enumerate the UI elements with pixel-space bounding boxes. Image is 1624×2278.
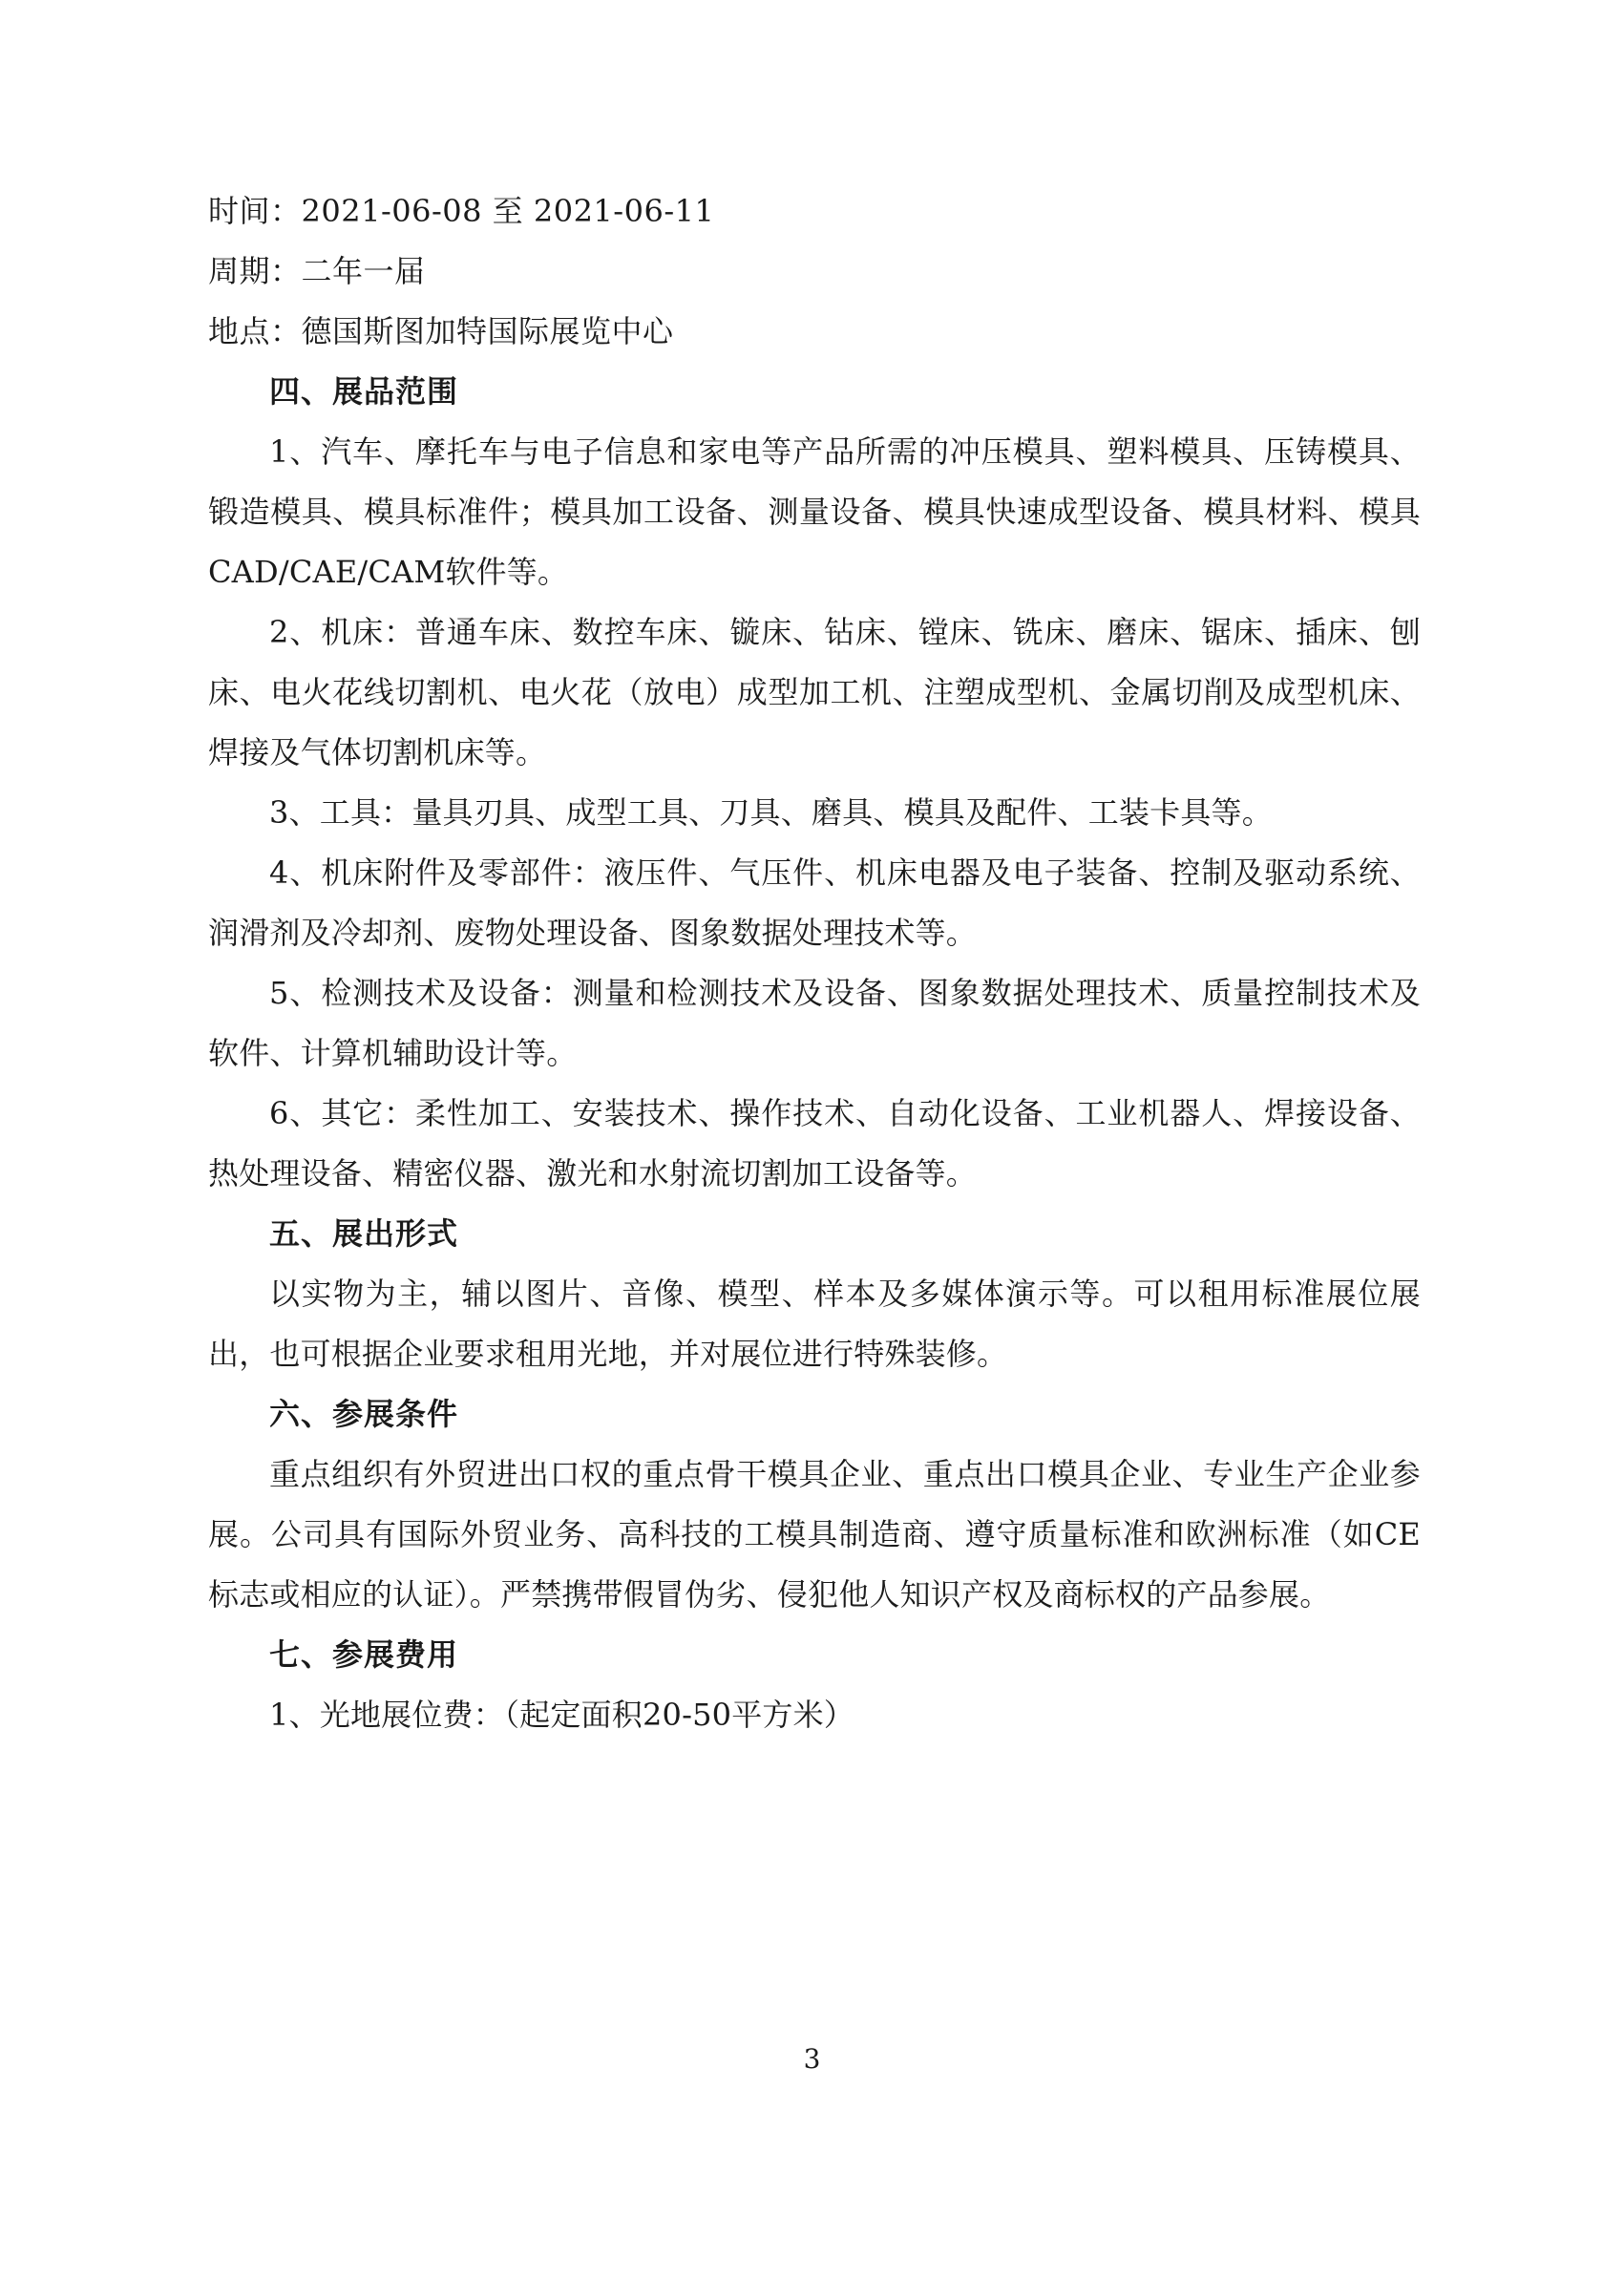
paragraph: 2、机床：普通车床、数控车床、镟床、钻床、镗床、铣床、磨床、锯床、插床、刨床、电火花线切割机、电火花（放电）成型加工机、注塑成型机、金属切削及成型机床、焊接及气体切割机床等。 xyxy=(208,614,1421,770)
section-body-exhibition-format xyxy=(208,1264,1421,1384)
section-body-participation-fees xyxy=(208,1685,1421,1745)
paragraph: 6、其它：柔性加工、安装技术、操作技术、自动化设备、工业机器人、焊接设备、热处理设备、精密仪器、激光和水射流切割加工设备等。 xyxy=(208,1095,1421,1192)
page-content xyxy=(208,181,1421,1745)
paragraph: 5、检测技术及设备：测量和检测技术及设备、图象数据处理技术、质量控制技术及软件、计算机辅助设计等。 xyxy=(208,975,1421,1071)
section-heading-exhibition-format: 五、展出形式 xyxy=(269,1215,459,1252)
section-body-exhibit-scope xyxy=(208,422,1421,1204)
section-heading-participation-requirements: 六、参展条件 xyxy=(269,1396,459,1432)
meta-line-time: 时间：2021-06-08 至 2021-06-11 xyxy=(208,193,715,229)
paragraph: 以实物为主，辅以图片、音像、模型、样本及多媒体演示等。可以租用标准展位展出，也可根据企业要求租用光地，并对展位进行特殊装修。 xyxy=(208,1276,1421,1372)
paragraph: 重点组织有外贸进出口权的重点骨干模具企业、重点出口模具企业、专业生产企业参展。公司具有国际外贸业务、高科技的工模具制造商、遵守质量标准和欧洲标准（如CE标志或相应的认证）。严禁携带假冒伪劣、侵犯他人知识产权及商标权的产品参展。 xyxy=(208,1456,1421,1613)
section-heading-participation-fees: 七、参展费用 xyxy=(269,1636,459,1673)
paragraph: 4、机床附件及零部件：液压件、气压件、机床电器及电子装备、控制及驱动系统、润滑剂及冷却剂、废物处理设备、图象数据处理技术等。 xyxy=(208,854,1421,951)
section-body-participation-requirements xyxy=(208,1445,1421,1625)
page-number: 3 xyxy=(803,2043,821,2075)
paragraph: 3、工具：量具刃具、成型工具、刀具、磨具、模具及配件、工装卡具等。 xyxy=(269,794,1273,831)
paragraph: 1、汽车、摩托车与电子信息和家电等产品所需的冲压模具、塑料模具、压铸模具、锻造模具、模具标准件；模具加工设备、测量设备、模具快速成型设备、模具材料、模具CAD/CAE/CAM软件等。 xyxy=(208,433,1421,590)
meta-line-location: 地点：德国斯图加特国际展览中心 xyxy=(208,313,674,349)
meta-line-cycle: 周期：二年一届 xyxy=(208,253,426,289)
paragraph: 1、光地展位费：（起定面积20-50平方米） xyxy=(269,1697,855,1733)
section-heading-exhibit-scope: 四、展品范围 xyxy=(269,373,459,410)
